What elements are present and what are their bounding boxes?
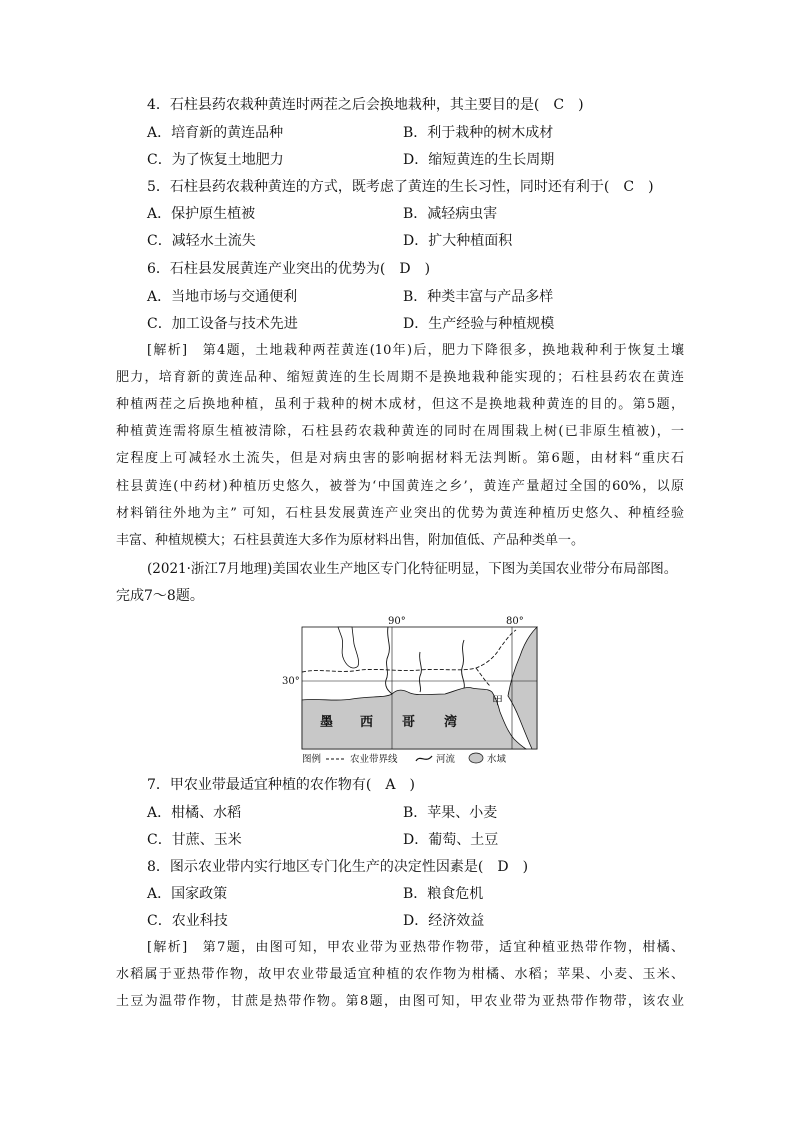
legend-water-swatch <box>469 753 483 763</box>
longitude-90-label: 90° <box>388 616 406 627</box>
analysis-2-line: 土豆为温带作物，甘蔗是热带作物。第8题，由图可知，甲农业带为亚热带作物带，该农业 <box>116 994 684 1009</box>
analysis-1-line: 种植黄连需将原生植被清除，石柱县药农栽种黄连的同时在周围栽上树(已非原生植被)，一 <box>116 424 684 439</box>
q8-option-a: A．国家政策 <box>147 886 228 902</box>
gulf-label-char: 湾 <box>444 715 458 730</box>
intro-line: 完成7～8题。 <box>116 588 204 604</box>
gulf-label-char: 西 <box>360 715 374 730</box>
legend-boundary-label: 农业带界线 <box>350 754 398 765</box>
q5-option-a: A．保护原生植被 <box>147 206 256 222</box>
legend-river-label: 河流 <box>436 754 456 765</box>
q8-stem: 8．图示农业带内实行地区专门化生产的决定性因素是( D ) <box>147 859 529 875</box>
q5-option-b: B．减轻病虫害 <box>403 206 498 222</box>
analysis-1-line: 丰富、种植规模大；石柱县黄连大多作为原材料出售，附加值低、产品种类单一。 <box>116 533 585 548</box>
latitude-30-label: 30° <box>282 676 300 687</box>
analysis-1-line: 定程度上可减轻水土流失，但是对病虫害的影响据材料无法判断。第6题，由材料“重庆石 <box>116 451 684 466</box>
q7-option-b: B．苹果、小麦 <box>403 805 498 821</box>
q6-option-c: C．加工设备与技术先进 <box>147 316 298 332</box>
q6-stem: 6．石柱县发展黄连产业突出的优势为( D ) <box>147 261 431 277</box>
gulf-label-char: 哥 <box>402 715 416 730</box>
gulf-label-char: 墨 <box>320 715 334 730</box>
analysis-2-line: [解析] 第7题，由图可知，甲农业带为亚热带作物带，适宜种植亚热带作物，柑橘、 <box>147 940 684 955</box>
agriculture-belt-map <box>280 612 540 766</box>
q8-option-b: B．粮食危机 <box>403 886 484 902</box>
q6-option-a: A．当地市场与交通便利 <box>147 289 298 305</box>
q4-option-a: A．培育新的黄连品种 <box>147 125 284 141</box>
q4-option-b: B．利于栽种的树木成材 <box>403 125 554 141</box>
q4-option-c: C．为了恢复土地肥力 <box>147 152 284 168</box>
belt-jia-label: 甲 <box>492 694 503 707</box>
q6-option-d: D．生产经验与种植规模 <box>403 316 555 332</box>
q4-stem: 4．石柱县药农栽种黄连时两茬之后会换地栽种，其主要目的是( C ) <box>147 97 584 113</box>
q5-option-d: D．扩大种植面积 <box>403 233 513 249</box>
legend-title: 图例 <box>302 754 322 765</box>
q7-stem: 7．甲农业带最适宜种植的农作物有( A ) <box>147 777 415 793</box>
q7-option-a: A．柑橘、水稻 <box>147 805 242 821</box>
intro-line: (2021·浙江7月地理)美国农业生产地区专门化特征明显，下图为美国农业带分布局部图。 <box>147 561 678 577</box>
analysis-1-line: [解析] 第4题，土地栽种两茬黄连(10年)后，肥力下降很多，换地栽种利于恢复土壤 <box>147 343 684 358</box>
analysis-1-line: 肥力，培育新的黄连品种、缩短黄连的生长周期不是换地栽种能实现的；石柱县药农在黄连 <box>116 370 684 385</box>
analysis-1-line: 柱县黄连(中药材)种植历史悠久，被誉为‘中国黄连之乡’，黄连产量超过全国的60%，以原 <box>116 479 684 494</box>
analysis-1-line: 材料销往外地为主” 可知，石柱县发展黄连产业突出的优势为黄连种植历史悠久、种植经验 <box>116 506 684 521</box>
legend-river-swatch <box>416 756 432 761</box>
q4-option-d: D．缩短黄连的生长周期 <box>403 152 555 168</box>
q5-option-c: C．减轻水土流失 <box>147 233 256 249</box>
analysis-1-line: 种植两茬之后换地种植，虽利于栽种的树木成材，但这不是换地栽种黄连的目的。第5题， <box>116 397 684 412</box>
q8-option-d: D．经济效益 <box>403 913 485 929</box>
longitude-80-label: 80° <box>506 616 524 627</box>
q7-option-c: C．甘蔗、玉米 <box>147 832 242 848</box>
q8-option-c: C．农业科技 <box>147 913 228 929</box>
q5-stem: 5．石柱县药农栽种黄连的方式，既考虑了黄连的生长习性，同时还有利于( C ) <box>147 179 654 195</box>
q6-option-b: B．种类丰富与产品多样 <box>403 289 554 305</box>
legend-water-label: 水域 <box>487 754 507 765</box>
analysis-2-line: 水稻属于亚热带作物，故甲农业带最适宜种植的农作物为柑橘、水稻；苹果、小麦、玉米、 <box>116 967 684 982</box>
q7-option-d: D．葡萄、土豆 <box>403 832 499 848</box>
